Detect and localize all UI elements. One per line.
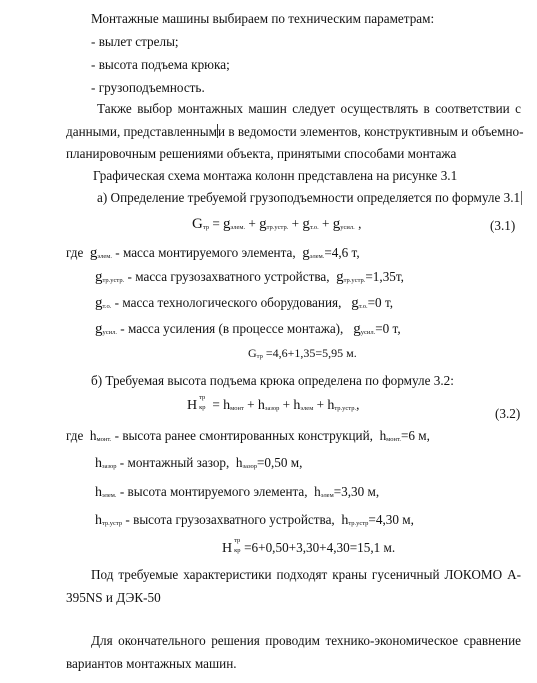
- plus-sign: +: [247, 397, 255, 412]
- symbol-H: H: [187, 398, 198, 413]
- symbol-h: h: [293, 398, 301, 413]
- where-label: где: [66, 245, 84, 260]
- subscript: монт: [230, 405, 244, 412]
- subscript: элем: [320, 492, 334, 499]
- symbol-g: g: [302, 245, 310, 261]
- subscript: тр.устр.: [102, 277, 125, 284]
- symbol-g: g: [223, 216, 231, 232]
- symbol-g: g: [95, 269, 103, 285]
- scheme-reference: Графическая схема монтажа колонн представлена на рисунке 3.1: [93, 168, 458, 183]
- value-text: =1,35т,: [365, 269, 404, 284]
- symbol-g: g: [95, 295, 103, 311]
- subscript: кр: [234, 547, 241, 554]
- definition-text: - высота грузозахватного устройства,: [125, 512, 335, 527]
- margin-mark: [521, 191, 522, 205]
- subscript: зазор: [102, 463, 117, 470]
- where-clearance: [95, 455, 302, 473]
- value-text: =4,30 м,: [368, 512, 414, 527]
- subscript: монт.: [386, 436, 401, 443]
- subscript: тр.устр: [102, 520, 123, 527]
- equation-number-3-2: (3.2): [495, 406, 521, 421]
- comma: ,: [356, 397, 360, 412]
- super-sub-pair: [232, 537, 244, 554]
- result-capacity: [248, 346, 357, 361]
- plus-sign: +: [322, 216, 330, 231]
- plus-sign: +: [282, 397, 291, 412]
- where-mass-equipment: [95, 294, 393, 312]
- final-paragraph-line-1: Для окончательного решения проводим технико-экономическое сравнение: [91, 633, 521, 648]
- symbol-h: h: [314, 484, 321, 499]
- subscript: кр: [199, 404, 206, 411]
- definition-text: - масса грузозахватного устройства,: [127, 269, 330, 284]
- crane-choice-line-2: 395NS и ДЭК-50: [66, 590, 161, 605]
- symbol-h: h: [95, 513, 102, 528]
- symbol-G: G: [248, 346, 257, 360]
- subscript: усил.: [360, 329, 376, 336]
- bullet-capacity: - грузоподъемность.: [91, 80, 205, 95]
- final-paragraph-line-2: вариантов монтажных машин.: [66, 656, 237, 671]
- result-hook-height: [222, 537, 396, 558]
- where-mass-element: [66, 244, 360, 262]
- superscript: тр: [199, 394, 206, 401]
- subscript: элем.: [230, 224, 246, 231]
- where-height-gripping-device: [95, 512, 414, 530]
- subscript: тр.устр.: [266, 224, 289, 231]
- subscript: элем.: [97, 253, 112, 260]
- text-span: и в ведомости элементов, конструктивным и объемно-: [218, 124, 524, 139]
- result-expression: =6+0,50+3,30+4,30=15,1 м.: [244, 540, 396, 555]
- symbol-G: G: [192, 216, 203, 232]
- value-text: =0 т,: [367, 295, 394, 310]
- bullet-boom-reach: - вылет стрелы;: [91, 34, 179, 49]
- intro-paragraph: Монтажные машины выбираем по техническим параметрам:: [91, 11, 435, 26]
- symbol-g: g: [89, 245, 98, 261]
- definition-text: - масса монтируемого элемента,: [115, 245, 296, 260]
- section-a-heading: а) Определение требуемой грузоподъемности определяется по формуле 3.1: [97, 190, 521, 205]
- where-height-mounted: [66, 428, 430, 444]
- equation-number-3-1: (3.1): [490, 218, 516, 233]
- plus-sign: +: [248, 216, 256, 231]
- subscript: тр.устр.: [334, 405, 357, 412]
- section-b-heading: б) Требуемая высота подъема крюка определена по формуле 3.2:: [91, 373, 454, 388]
- symbol-g: g: [353, 321, 361, 337]
- subscript: монт.: [96, 436, 112, 443]
- subscript: усил.: [102, 329, 117, 336]
- subscript: тр: [256, 353, 263, 360]
- crane-choice-line-1: Под требуемые характеристики подходят краны гусеничный ЛОКОМО А-: [91, 567, 521, 582]
- eq-sign: =: [212, 397, 220, 412]
- symbol-g: g: [95, 321, 103, 337]
- definition-text: - высота монтируемого элемента,: [119, 484, 308, 499]
- where-mass-gripping-device: [95, 268, 404, 286]
- text-span: данными, представленным: [66, 124, 218, 139]
- symbol-g: g: [336, 269, 344, 285]
- value-text: =4,6 т,: [324, 245, 360, 260]
- super-sub-pair: [197, 394, 209, 411]
- subscript: т.о.: [309, 224, 319, 231]
- value-text: =0 т,: [375, 321, 401, 336]
- symbol-h: h: [257, 398, 265, 413]
- formula-3-2: [187, 394, 360, 415]
- definition-text: - высота ранее смонтированных конструкций,: [114, 428, 373, 443]
- value-text: =0,50 м,: [256, 455, 303, 470]
- subscript: тр.устр.: [343, 277, 366, 284]
- subscript: элем.: [309, 253, 325, 260]
- comma: ,: [358, 216, 362, 231]
- symbol-h: h: [89, 428, 97, 443]
- symbol-H: H: [222, 541, 233, 556]
- subscript: тр.устр: [348, 520, 369, 527]
- selection-paragraph-line-2: [66, 124, 524, 140]
- subscript: элем: [300, 405, 314, 412]
- bullet-hook-height: - высота подъема крюка;: [91, 57, 230, 72]
- where-height-element: [95, 484, 379, 502]
- formula-3-1: Gтр = gэлем. + gтр.устр. + gт.о. + gусил. ,: [192, 216, 362, 232]
- where-label: где: [66, 428, 84, 443]
- symbol-h: h: [95, 456, 102, 471]
- subscript: зазор: [242, 463, 257, 470]
- value-text: =3,30 м,: [333, 484, 380, 499]
- where-mass-reinforcement: [95, 320, 401, 338]
- symbol-g: g: [332, 216, 341, 232]
- definition-text: - монтажный зазор,: [119, 455, 230, 470]
- symbol-h: h: [235, 455, 243, 470]
- selection-paragraph-line-3: планировочным решениями объекта, принятыми способами монтажа: [66, 146, 457, 161]
- definition-text: - масса технологического оборудования,: [114, 295, 342, 310]
- definition-text: - масса усиления (в процессе монтажа),: [120, 321, 344, 336]
- symbol-h: h: [341, 513, 349, 528]
- symbol-g: g: [302, 216, 310, 232]
- subscript: тр: [202, 224, 210, 231]
- symbol-g: g: [351, 295, 359, 311]
- symbol-h: h: [95, 485, 102, 500]
- subscript: т.о.: [102, 303, 112, 310]
- subscript: элем.: [102, 492, 117, 499]
- symbol-h: h: [379, 428, 387, 443]
- symbol-h: h: [223, 398, 231, 413]
- subscript: т.о.: [358, 303, 368, 310]
- subscript: усил.: [340, 224, 355, 231]
- result-expression: =4,6+1,35=5,95 м.: [265, 346, 357, 360]
- plus-sign: +: [316, 397, 325, 412]
- selection-paragraph-line-1: Также выбор монтажных машин следует осуществлять в соответствии с: [97, 101, 521, 116]
- value-text: =6 м,: [400, 428, 430, 443]
- symbol-g: g: [259, 216, 267, 232]
- subscript: зазор: [264, 405, 280, 412]
- superscript: тр: [234, 537, 241, 544]
- plus-sign: +: [291, 216, 300, 231]
- symbol-h: h: [327, 398, 335, 413]
